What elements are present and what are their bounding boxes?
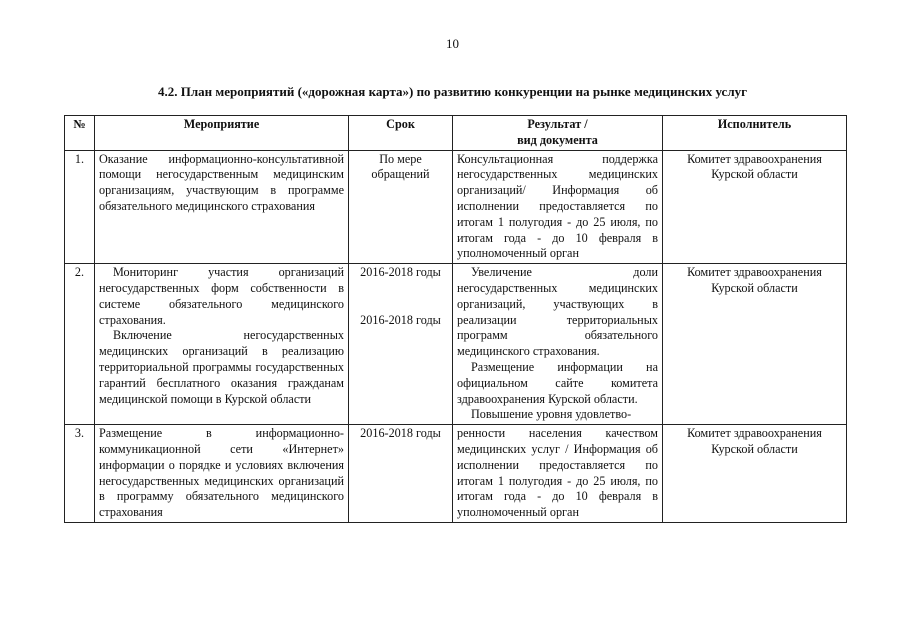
row-event: [95, 150, 349, 264]
header-result: [453, 116, 663, 151]
row-event: [95, 425, 349, 523]
event-text: Включение негосударственных медицинских организаций в реализацию территориальной программы государственных гарантий бесплатного оказания гражданам медицинской помощи в Курской области: [99, 328, 344, 406]
result-text: Размещение информации на официальном сайте комитета здравоохранения Курской области.: [457, 359, 658, 406]
term-text: По мере обращений: [371, 151, 430, 182]
row-number: 1.: [65, 150, 95, 264]
row-term: [349, 264, 453, 425]
event-text: Размещение в информационно-коммуникационной сети «Интернет» информации о порядке и условиях включения негосударственных медицинских организаций в программу обязательного медицинского страхования: [99, 426, 344, 520]
roadmap-table: [64, 115, 847, 523]
result-text: Повышение уровня удовлетво-: [471, 407, 632, 422]
row-term: [349, 425, 453, 523]
result-text: Консультационная поддержка негосударственных медицинских организаций/ Информация об исполнении предоставляется по итогам 1 полугодия - до 25 июля, по итогам года - до 10 февраля в уполномоченный орган: [457, 151, 658, 261]
header-term: Срок: [349, 116, 453, 151]
row-executor: Комитет здравоохранения Курской области: [663, 425, 847, 523]
table-header-row: [65, 116, 847, 151]
row-executor: Комитет здравоохранения Курской области: [663, 264, 847, 425]
result-text: ренности населения качеством медицинских услуг / Информация об исполнении предоставляется по итогам 1 полугодия - до 25 июля, по итогам года - до 10 февраля в уполномоченный орган: [457, 426, 658, 520]
row-number: 3.: [65, 425, 95, 523]
term-text: 2016-2018 годы: [360, 426, 441, 441]
row-result: [453, 264, 663, 425]
row-event: [95, 264, 349, 425]
header-executor: Исполнитель: [663, 116, 847, 151]
row-result: [453, 425, 663, 523]
row-term: [349, 150, 453, 264]
header-event: Мероприятие: [95, 116, 349, 151]
header-result-line2: вид документа: [517, 132, 598, 147]
table-row: [65, 264, 847, 425]
row-result: [453, 150, 663, 264]
page-number: 10: [446, 36, 459, 51]
header-number: №: [65, 116, 95, 151]
header-result-line1: Результат /: [527, 117, 588, 131]
result-text: Увеличение доли негосударственных медицинских организаций, участвующих в реализации территориальных программ обязательного медицинского страхования.: [457, 265, 658, 359]
table-row: [65, 425, 847, 523]
document-title: 4.2. План мероприятий («дорожная карта») по развитию конкуренции на рынке медицинских услуг: [157, 84, 748, 99]
term-text: 2016-2018 годы: [360, 265, 441, 280]
event-text: Мониторинг участия организаций негосударственных форм собственности в системе обязательного медицинского страхования.: [99, 265, 344, 327]
table-row: [65, 150, 847, 264]
row-number: 2.: [65, 264, 95, 425]
row-executor: Комитет здравоохранения Курской области: [663, 150, 847, 264]
event-text: Оказание информационно-консультативной помощи негосударственным медицинским организациям, участвующим в программе обязательного медицинского страхования: [99, 151, 344, 213]
term-text: 2016-2018 годы: [360, 312, 441, 327]
